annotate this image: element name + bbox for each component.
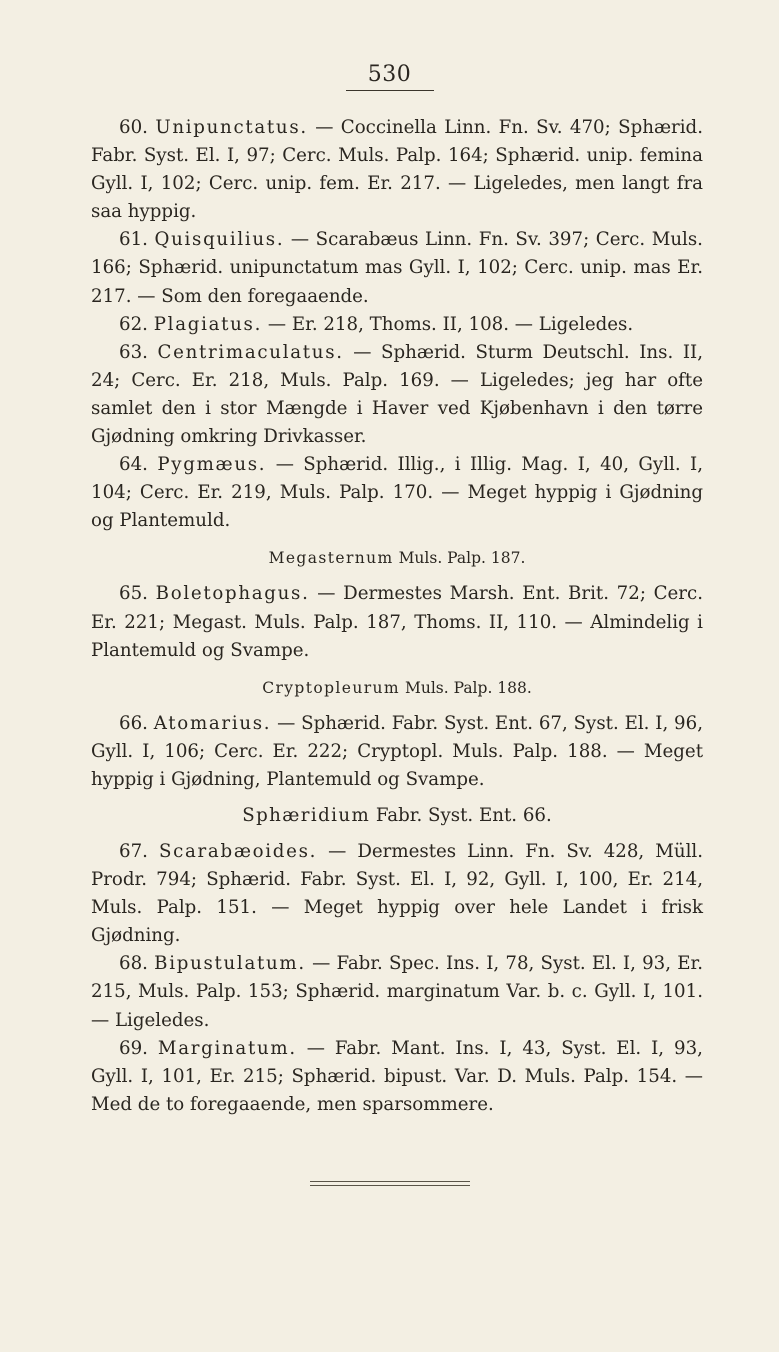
entry-62 — [91, 311, 703, 339]
end-rule-bottom — [310, 1185, 470, 1186]
entry-65 — [91, 580, 703, 664]
entry-text: — Coccinella Linn. Fn. Sv. 470; Sphærid. Fabr. Syst. El. I, 97; Cerc. Muls. Palp. 164; Sphærid. unip. femina Gyll. I, 102; Cerc. unip. fem. Er. 217. — Ligeledes, men langt fra saa hyppig. — [91, 117, 703, 223]
text-block — [91, 114, 703, 1119]
genus-name: Megasternum — [268, 549, 394, 568]
entry-text: — Fabr. Spec. Ins. I, 78, Syst. El. I, 93, Er. 215, Muls. Palp. 153; Sphærid. marginatum Var. b. c. Gyll. I, 101. — Ligeledes. — [91, 953, 703, 1031]
species-name: Plagiatus. — [153, 313, 263, 335]
entry-69 — [91, 1035, 703, 1119]
species-name: Bipustulatum. — [154, 953, 306, 975]
entry-66 — [91, 710, 703, 794]
entry-64 — [91, 451, 703, 535]
species-name: Atomarius. — [153, 712, 272, 734]
entry-number: 66. — [119, 712, 148, 734]
entry-63 — [91, 339, 703, 451]
entry-text: — Sphærid. Sturm Deutschl. Ins. II, 24; Cerc. Er. 218, Muls. Palp. 169. — Ligeledes; jeg har ofte samlet den i stor Mængde i Haver ved Kjøbenhavn i den tørre Gjødning omkring Drivkasser. — [91, 341, 703, 448]
genus-authority: Muls. Palp. 188. — [404, 678, 532, 697]
species-name: Unipunctatus. — [155, 117, 308, 138]
entry-number: 67. — [119, 840, 148, 862]
entry-text: — Er. 218, Thoms. II, 108. — Ligeledes. — [267, 313, 634, 335]
end-rule-top — [310, 1181, 470, 1182]
entry-67 — [91, 838, 703, 950]
species-name: Marginatum. — [157, 1037, 297, 1059]
entry-text: — Dermestes Marsh. Ent. Brit. 72; Cerc. Er. 221; Megast. Muls. Palp. 187, Thoms. II, 110. — Almindelig i Plantemuld og Svampe. — [91, 583, 703, 661]
species-name: Centrimaculatus. — [157, 341, 344, 363]
entry-text: — Scarabæus Linn. Fn. Sv. 397; Cerc. Muls. 166; Sphærid. unipunctatum mas Gyll. I, 102; Cerc. unip. mas Er. 217. — Som den foregaaende. — [91, 229, 703, 307]
entry-number: 69. — [119, 1037, 148, 1059]
entry-number: 64. — [119, 454, 148, 476]
entry-text: — Dermestes Linn. Fn. Sv. 428, Müll. Prodr. 794; Sphærid. Fabr. Syst. El. I, 92, Gyll. I, 100, Er. 214, Muls. Palp. 151. — Meget hyppig over hele Landet i frisk Gjødning. — [91, 840, 703, 947]
entry-number: 68. — [119, 953, 148, 975]
page-number-rule — [346, 90, 434, 91]
species-name: Quisquilius. — [154, 229, 285, 251]
species-name: Boletophagus. — [155, 583, 310, 605]
entry-number: 65. — [119, 583, 148, 605]
entry-text: — Sphærid. Fabr. Syst. Ent. 67, Syst. El. I, 96, Gyll. I, 106; Cerc. Er. 222; Cryptopl. Muls. Palp. 188. — Meget hyppig i Gjødning, Plantemuld og Svampe. — [91, 712, 703, 790]
entry-61 — [91, 226, 703, 310]
genus-authority: Fabr. Syst. Ent. 66. — [375, 804, 552, 826]
species-name: Scarabæoides. — [158, 840, 318, 862]
entry-number: 63. — [119, 341, 148, 363]
entry-number: 60. — [119, 117, 148, 138]
entry-number: 61. — [119, 229, 148, 251]
entry-text: — Fabr. Mant. Ins. I, 43, Syst. El. I, 93, Gyll. I, 101, Er. 215; Sphærid. bipust. Var. D. Muls. Palp. 154. — Med de to foregaaende, men sparsommere. — [91, 1037, 703, 1115]
entry-number: 62. — [119, 313, 148, 335]
genus-heading-cryptopleurum — [91, 677, 703, 699]
genus-name: Cryptopleurum — [262, 678, 401, 697]
genus-heading-megasternum — [91, 547, 703, 569]
species-name: Pygmæus. — [157, 454, 267, 476]
genus-heading-sphaeridium — [91, 802, 703, 830]
entry-text: — Sphærid. Illig., i Illig. Mag. I, 40, Gyll. I, 104; Cerc. Er. 219, Muls. Palp. 170. — Meget hyppig i Gjødning og Plantemuld. — [91, 454, 703, 532]
page-number: 530 — [367, 62, 412, 87]
genus-authority: Muls. Palp. 187. — [398, 549, 526, 568]
entry-60 — [91, 114, 703, 226]
entry-68 — [91, 950, 703, 1034]
genus-name: Sphæridium — [242, 804, 371, 826]
